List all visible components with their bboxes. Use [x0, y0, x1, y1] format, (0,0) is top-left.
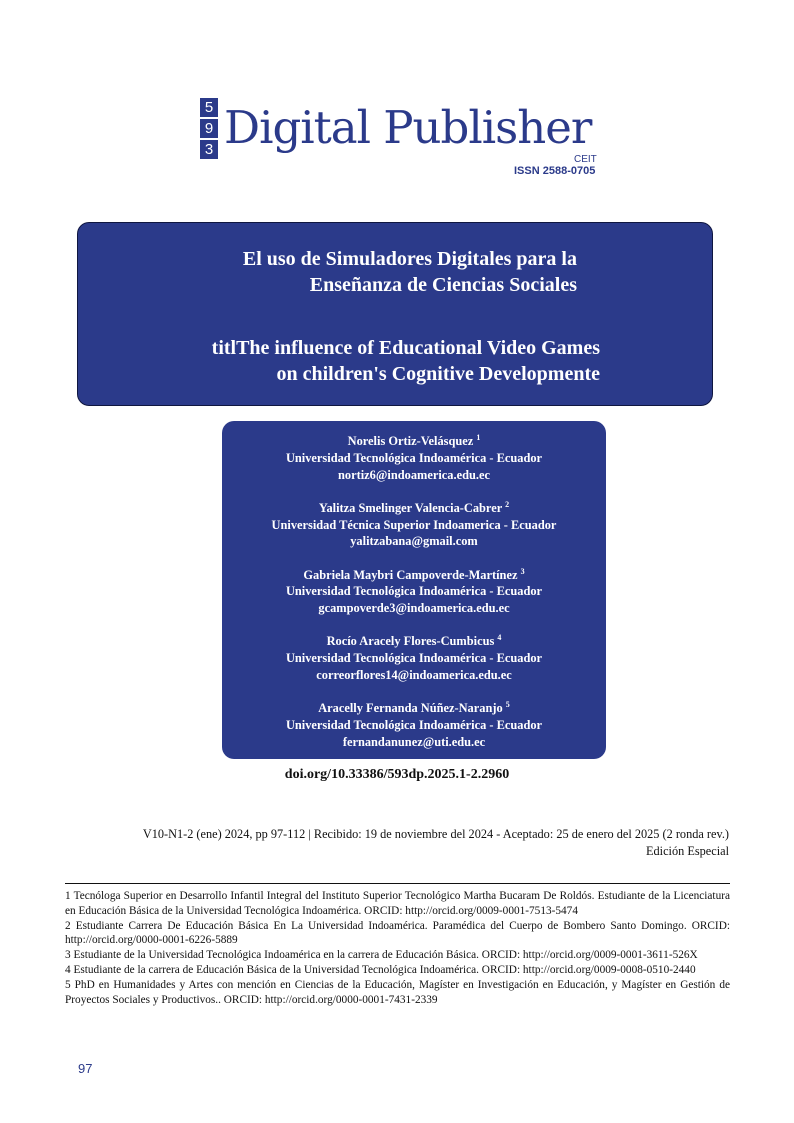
author-name: Aracelly Fernanda Núñez-Naranjo [318, 701, 503, 716]
author-email: yalitzabana@gmail.com [350, 534, 478, 549]
logo-digit: 9 [200, 119, 218, 138]
author-email: nortiz6@indoamerica.edu.ec [338, 467, 490, 482]
journal-logo [200, 98, 620, 183]
logo-digit: 3 [200, 140, 218, 159]
author-name-line [222, 633, 606, 650]
page-number: 97 [78, 1061, 93, 1076]
title-spanish [243, 246, 577, 298]
publication-meta-line1: V10-N1-2 (ene) 2024, pp 97-112 | Recibido: 19 de noviembre del 2024 - Aceptado: 25 de enero del 2025 (2 ronda rev.) [142, 827, 729, 841]
logo-digit: 5 [200, 98, 218, 117]
footnote: 1 Tecnóloga Superior en Desarrollo Infantil Integral del Instituto Superior Tecnológico Martha Bucaram De Roldós. Estudiante de la Licenciatura en Educación Básica de la Universidad Tecnológica Indoamérica. ORCID: http://orcid.org/0009-0001-7513-5474 [65, 890, 730, 917]
publication-meta [143, 826, 729, 859]
author-name-line [222, 500, 606, 517]
author-email: gcampoverde3@indoamerica.edu.ec [318, 601, 510, 616]
author-affiliation: Universidad Tecnológica Indoamérica - Ecuador [285, 450, 543, 465]
author-affiliation: Universidad Tecnológica Indoamérica - Ecuador [285, 584, 543, 599]
author-footnote-mark: 5 [505, 700, 510, 710]
author-block [222, 433, 606, 483]
author-affiliation: Universidad Tecnológica Indoamérica - Ecuador [285, 651, 543, 666]
logo-issn: ISSN 2588-0705 [514, 165, 596, 177]
author-footnote-mark: 1 [476, 433, 481, 442]
footnote-divider [65, 883, 730, 884]
author-name: Yalitza Smelinger Valencia-Cabrer [318, 500, 502, 515]
author-name-line [222, 433, 606, 450]
footnotes [65, 889, 730, 1007]
author-block [222, 567, 606, 617]
title-box [77, 222, 713, 406]
logo-ceit: CEIT [574, 154, 597, 165]
footnote: 2 Estudiante Carrera De Educación Básica En La Universidad Indoamérica. Paramédica del Cuerpo de Bombero Santo Domingo. ORCID: http://orcid.org/0000-0001-6226-5889 [65, 919, 730, 947]
author-affiliation: Universidad Técnica Superior Indoamerica - Ecuador [271, 517, 557, 532]
author-email: fernandanunez@uti.edu.ec [342, 734, 486, 749]
footnote: 3 Estudiante de la Universidad Tecnológica Indoamérica en la carrera de Educación Básica. ORCID: http://orcid.org/0009-0001-3611-526X [65, 949, 698, 962]
author-name-line [222, 567, 606, 584]
title-english-line1: titlThe influence of Educational Video Games [211, 337, 600, 359]
title-english-line2: on children's Cognitive Developmente [276, 363, 600, 385]
author-name: Gabriela Maybri Campoverde-Martínez [303, 567, 518, 582]
title-spanish-line2: Enseñanza de Ciencias Sociales [309, 274, 577, 296]
author-name: Rocío Aracely Flores-Cumbicus [326, 634, 495, 649]
logo-digit-column [200, 98, 219, 161]
title-english [212, 335, 600, 387]
authors-box [222, 421, 606, 759]
author-footnote-mark: 2 [505, 499, 510, 509]
author-affiliation: Universidad Tecnológica Indoamérica - Ecuador [285, 717, 543, 732]
author-name-line [222, 700, 606, 717]
author-block [222, 500, 606, 550]
footnote: 4 Estudiante de la carrera de Educación Básica de la Universidad Tecnológica Indoamérica. ORCID: http://orcid.org/0009-0008-0510-2440 [65, 963, 696, 976]
author-footnote-mark: 4 [497, 633, 502, 643]
author-block [222, 633, 606, 683]
author-block [222, 700, 606, 750]
logo-name: Digital Publisher [224, 101, 592, 154]
author-email: correorflores14@indoamerica.edu.ec [316, 667, 512, 682]
author-name: Norelis Ortiz-Velásquez [347, 434, 474, 448]
author-footnote-mark: 3 [520, 566, 525, 576]
doi-link[interactable]: doi.org/10.33386/593dp.2025.1-2.2960 [284, 767, 510, 782]
publication-meta-line2: Edición Especial [646, 843, 729, 858]
title-spanish-line1: El uso de Simuladores Digitales para la [242, 248, 577, 270]
footnote: 5 PhD en Humanidades y Artes con mención en Ciencias de la Educación, Magíster en Investigación en Educación, y Magíster en Gestión de Proyectos Sociales y Productivos.. ORCID: http://orcid.org/0000-0001-7431-2339 [65, 978, 730, 1006]
